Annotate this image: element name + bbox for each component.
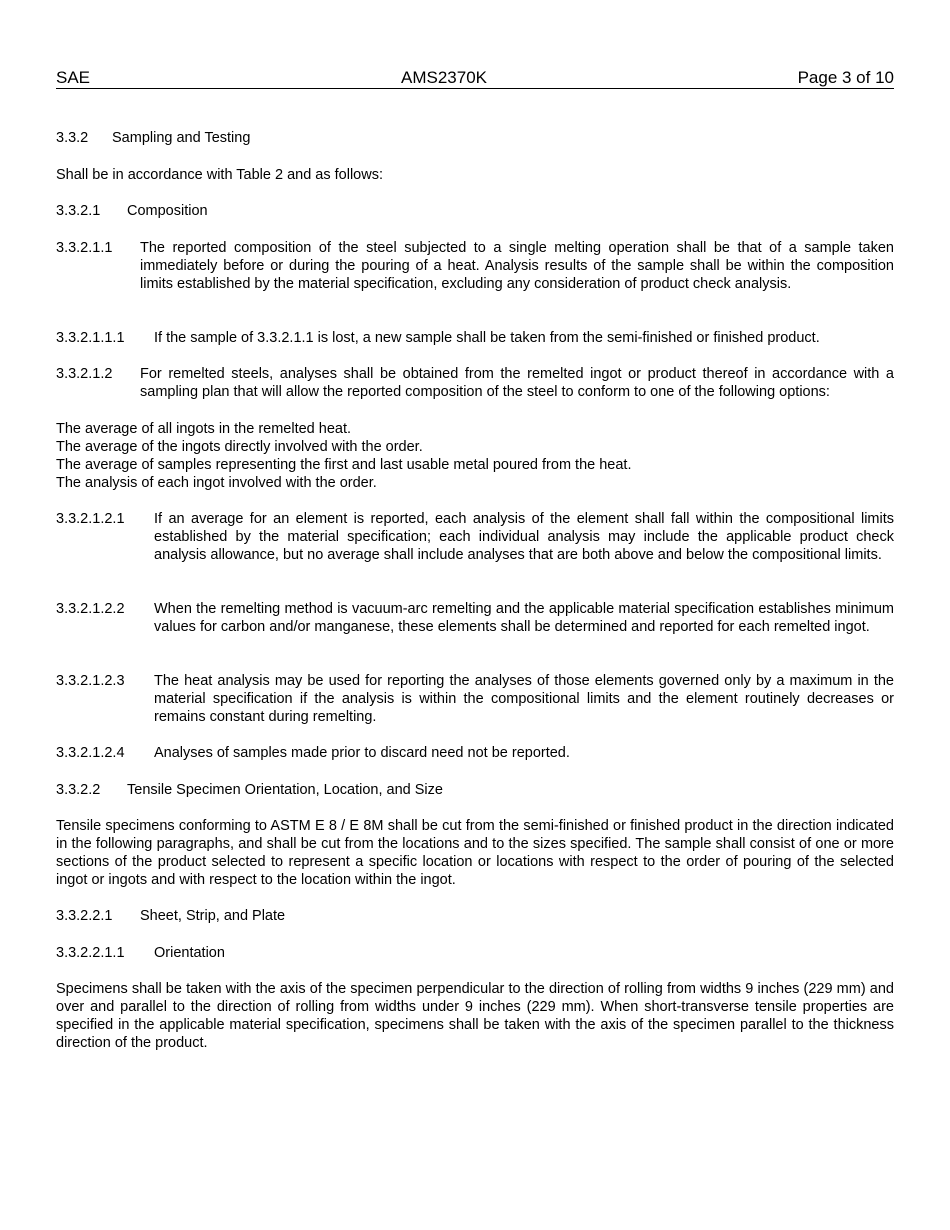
header-page-number: Page 3 of 10 xyxy=(797,68,894,87)
paragraph-number: 3.3.2.1.1 xyxy=(56,240,113,256)
header-org: SAE xyxy=(56,68,91,87)
paragraph-number: 3.3.2.1.2 xyxy=(56,366,113,382)
list-item: The analysis of each ingot involved with the order. xyxy=(56,475,377,491)
paragraph-3-3-2-1-2-4 xyxy=(56,744,894,762)
paragraph-text: For remelted steels, analyses shall be obtained from the remelted ingot or product thereof in accordance with a sampling plan that will allow the reported composition of the steel to conform to one of the following options: xyxy=(140,366,894,400)
paragraph-text: If an average for an element is reported, each analysis of the element shall fall within the compositional limits established by the material specification; each individual analysis may include the applicable product check analysis allowance, but no average shall include analyses that are both above and below the compositional limits. xyxy=(154,511,894,563)
paragraph-3-3-2-1-2-3 xyxy=(56,672,894,726)
paragraph-3-3-2-1-2-1 xyxy=(56,510,894,564)
section-title: Composition xyxy=(127,203,208,219)
list-item: The average of the ingots directly involved with the order. xyxy=(56,439,423,455)
paragraph-text: The heat analysis may be used for reporting the analyses of those elements governed only by a maximum in the material specification if the analysis is within the compositional limits and the element routinely decreases or remains constant during remelting. xyxy=(154,673,894,725)
paragraph-text: When the remelting method is vacuum-arc remelting and the applicable material specification establishes minimum values for carbon and/or manganese, these elements shall be determined and reported for each remelted ingot. xyxy=(154,601,894,635)
section-heading-3-3-2-2-1 xyxy=(56,907,894,925)
section-number: 3.3.2.1 xyxy=(56,203,101,219)
section-title: Sampling and Testing xyxy=(112,130,251,146)
paragraph-text: Analyses of samples made prior to discard need not be reported. xyxy=(154,745,570,761)
section-title: Sheet, Strip, and Plate xyxy=(140,908,286,924)
list-item: The average of all ingots in the remelted heat. xyxy=(56,421,352,437)
section-number: 3.3.2 xyxy=(56,130,89,146)
paragraph-number: 3.3.2.1.2.1 xyxy=(56,511,125,527)
paragraph-3-3-2-1-1 xyxy=(56,239,894,293)
header-doc-id: AMS2370K xyxy=(401,68,487,87)
section-number: 3.3.2.2.1.1 xyxy=(56,945,125,961)
paragraph-3-3-2-1-2 xyxy=(56,365,894,401)
paragraph-text: If the sample of 3.3.2.1.1 is lost, a new sample shall be taken from the semi-finished or finished product. xyxy=(154,330,820,346)
paragraph-number: 3.3.2.1.2.2 xyxy=(56,601,125,617)
paragraph-3-3-2-1-1-1 xyxy=(56,329,894,347)
paragraph-number: 3.3.2.1.1.1 xyxy=(56,330,125,346)
paragraph-3-3-2-2-text: Tensile specimens conforming to ASTM E 8 / E 8M shall be cut from the semi-finished or finished product in the direction indicated in the following paragraphs, and shall be cut from the locations and to the sizes specified. The sample shall consist of one or more sections of the product selected to represent a specific location or locations with respect to the order of pouring of the selected ingot or ingots and with respect to the location within the ingot. xyxy=(56,818,894,888)
document-page xyxy=(56,68,894,1051)
section-heading-3-3-2-2-1-1 xyxy=(56,944,894,962)
section-intro: Shall be in accordance with Table 2 and as follows: xyxy=(56,167,383,183)
section-heading-3-3-2 xyxy=(56,129,894,147)
paragraph-text: The reported composition of the steel subjected to a single melting operation shall be that of a sample taken immediately before or during the pouring of a heat. Analysis results of the sample shall be within the composition limits established by the material specification, excluding any consideration of product check analysis. xyxy=(140,240,894,292)
section-title: Tensile Specimen Orientation, Location, and Size xyxy=(127,782,443,798)
paragraph-number: 3.3.2.1.2.4 xyxy=(56,745,125,761)
section-heading-3-3-2-2 xyxy=(56,781,894,799)
paragraph-number: 3.3.2.1.2.3 xyxy=(56,673,125,689)
section-heading-3-3-2-1 xyxy=(56,202,894,220)
paragraph-3-3-2-2-1-1-text: Specimens shall be taken with the axis of the specimen perpendicular to the direction of rolling from widths 9 inches (229 mm) and over and parallel to the direction of rolling from widths under 9 inches (229 mm). When short-transverse tensile properties are specified in the applicable material specification, specimens shall be taken with the axis of the specimen parallel to the thickness direction of the product. xyxy=(56,981,894,1051)
section-title: Orientation xyxy=(154,945,225,961)
list-item: The average of samples representing the first and last usable metal poured from the heat. xyxy=(56,457,632,473)
section-number: 3.3.2.2.1 xyxy=(56,908,113,924)
page-header xyxy=(56,68,894,89)
options-list xyxy=(56,420,894,492)
paragraph-3-3-2-1-2-2 xyxy=(56,600,894,636)
section-number: 3.3.2.2 xyxy=(56,782,101,798)
